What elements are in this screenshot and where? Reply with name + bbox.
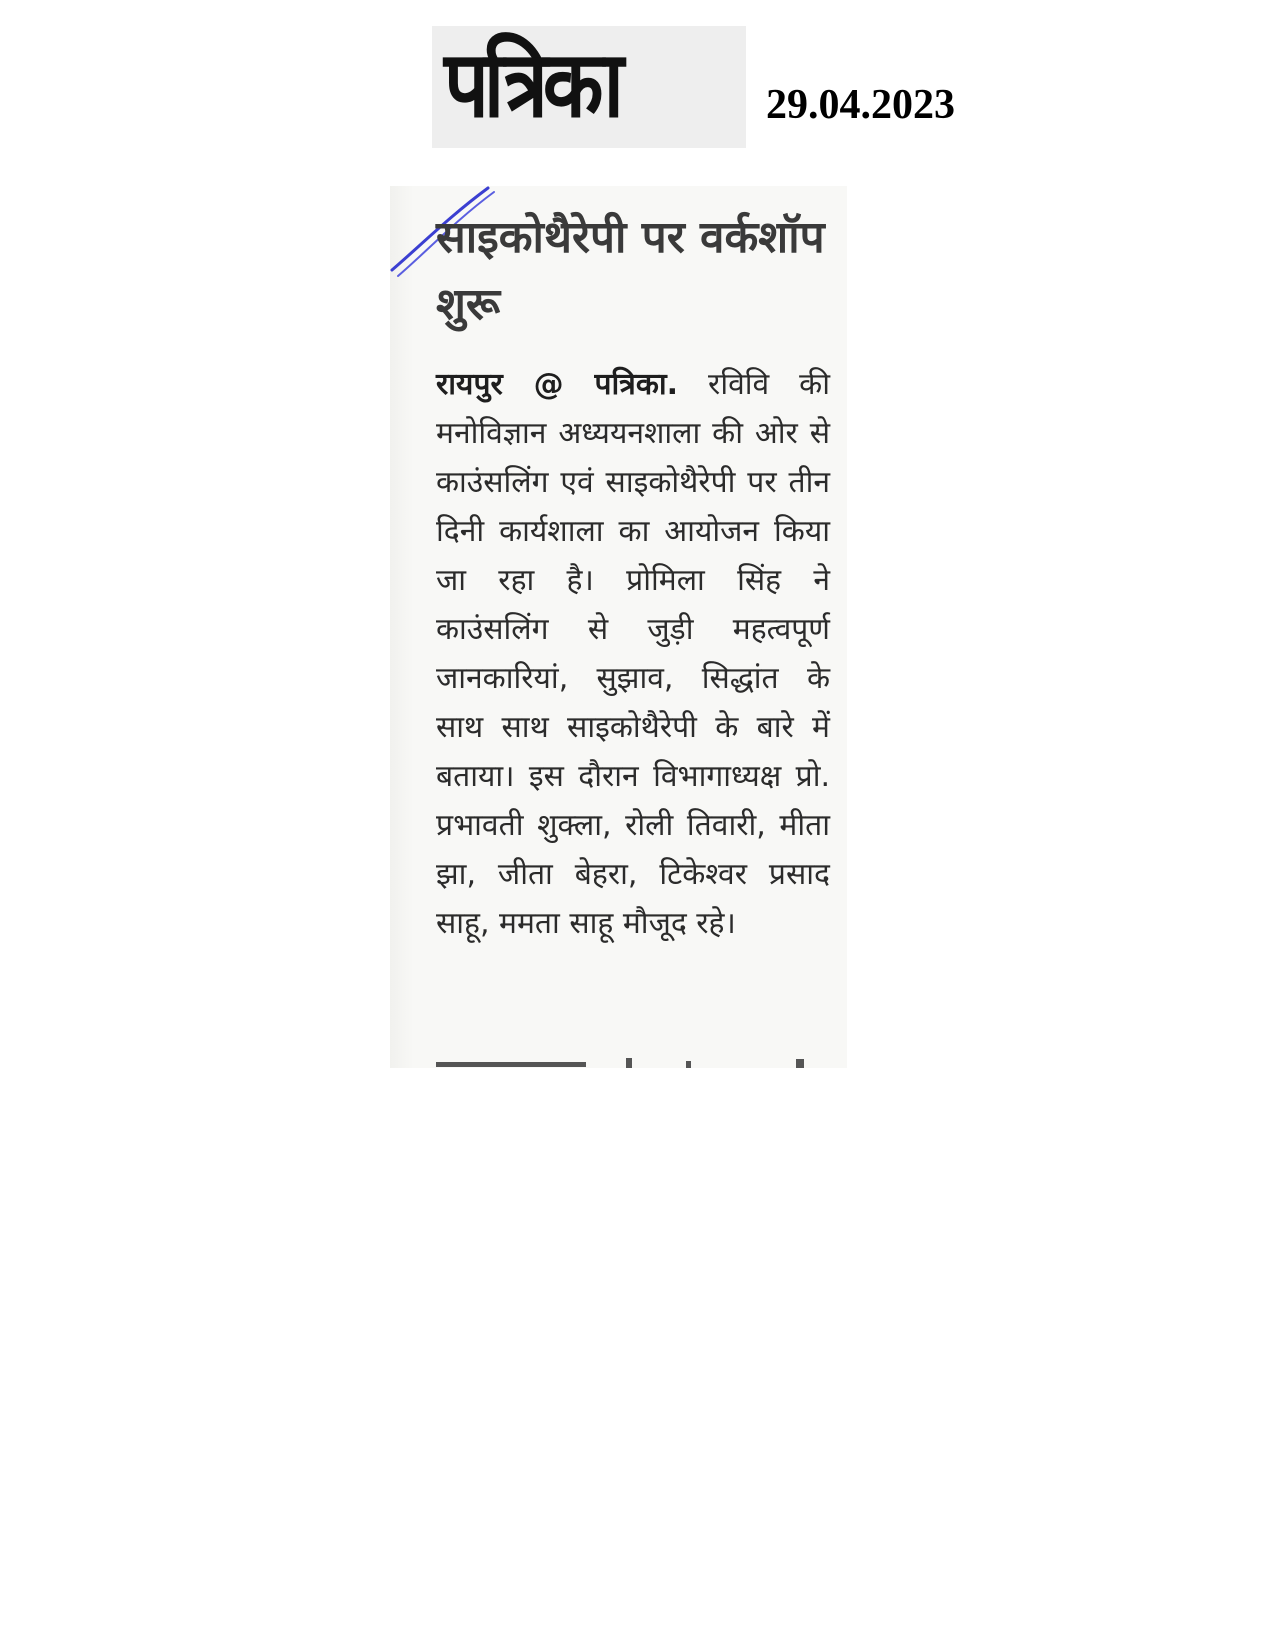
article-headline: साइकोथैरेपी पर वर्कशॉप शुरू <box>436 212 825 330</box>
masthead-title: पत्रिका <box>444 31 619 138</box>
article-body-text: रविवि की मनोविज्ञान अध्ययनशाला की ओर से काउंसलिंग एवं साइकोथैरेपी पर तीन दिनी कार्यशाला का आयोजन किया जा रहा है। प्रोमिला सिंह ने काउंसलिंग से जुड़ी महत्वपूर्ण जानकारियां, सुझाव, सिद्धांत के साथ साथ साइकोथैरेपी के बारे में बताया। इस दौरान विभागाध्यक्ष प्रो. प्रभावती शुक्ला, रोली तिवारी, मीता झा, जीता बेहरा, टिकेश्वर प्रसाद साहू, ममता साहू मौजूद रहे। <box>436 367 830 941</box>
cut-off-next-article <box>436 1058 816 1068</box>
newspaper-masthead <box>432 26 746 148</box>
article-body <box>436 360 830 948</box>
clipping-edge-shade <box>390 186 414 1068</box>
article-dateline: रायपुर @ पत्रिका. <box>436 367 679 402</box>
clipping-date: 29.04.2023 <box>766 82 955 128</box>
news-clipping <box>390 186 847 1068</box>
